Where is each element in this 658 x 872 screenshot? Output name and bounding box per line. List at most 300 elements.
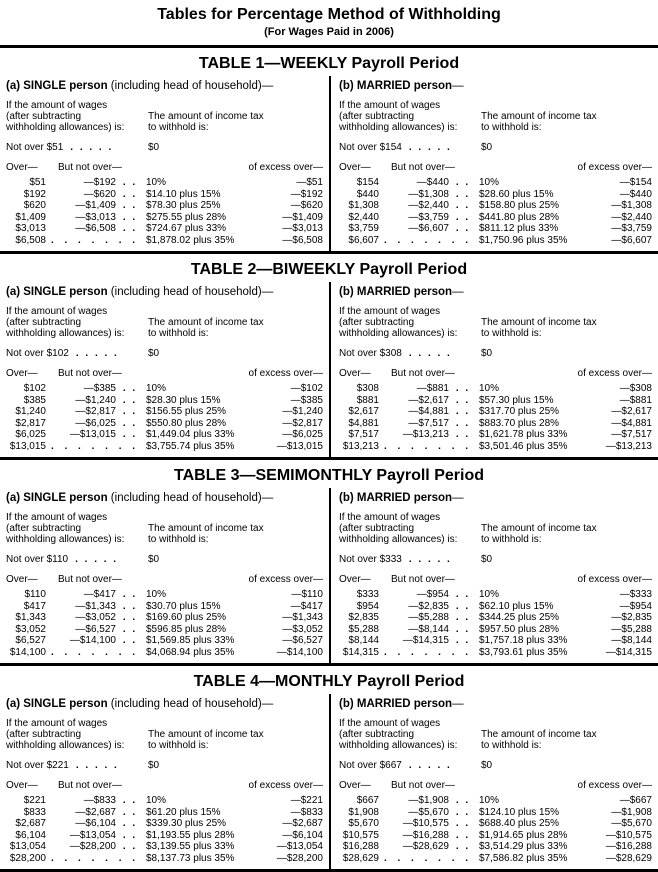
zero-value: $0	[481, 142, 493, 153]
panel-heading-rest: (including head of household)—	[107, 286, 274, 298]
tax-cell: $811.12 plus 33%	[479, 223, 559, 234]
wages-label-line1: If the amount of wages	[6, 718, 108, 729]
bracket-row	[339, 395, 652, 407]
wages-label-line2: (after subtracting	[6, 111, 82, 122]
tax-label-line2: to withhold is:	[148, 122, 209, 133]
tax-label-line1: The amount of income tax	[148, 317, 264, 328]
bracket-row	[339, 418, 652, 430]
excess-over-cell: —$881	[619, 394, 652, 406]
bracket-row	[6, 635, 323, 647]
excess-over-cell: —$192	[290, 188, 323, 200]
but-not-over-cell: —$954	[416, 589, 449, 600]
tax-cell: $3,514.29 plus 33%	[479, 841, 568, 852]
bracket-row	[6, 395, 323, 407]
panel-heading	[339, 286, 652, 299]
dot-leader: . .	[122, 795, 138, 806]
zero-value: $0	[148, 348, 160, 359]
excess-over-cell: —$14,100	[276, 646, 323, 658]
page-title: Tables for Percentage Method of Withholding	[157, 6, 501, 23]
but-not-over-cell: —$7,517	[408, 417, 449, 429]
over-cell: $154	[356, 177, 379, 188]
tax-cell: $28.30 plus 15%	[146, 394, 221, 406]
column-headers	[6, 780, 323, 791]
tax-label-line1: The amount of income tax	[148, 523, 264, 534]
not-over-label-group	[6, 554, 148, 565]
tax-cell: $7,586.82 plus 35%	[479, 852, 568, 864]
dot-leader: . .	[122, 806, 138, 818]
zero-value: $0	[148, 554, 160, 565]
over-cell: $7,517	[348, 429, 379, 440]
dot-leader: . .	[455, 406, 471, 417]
excess-over-cell: —$13,054	[276, 841, 323, 852]
over-cell: $4,881	[348, 417, 379, 429]
but-not-over-header: But not over—	[58, 780, 122, 791]
excess-over-cell: —$221	[290, 795, 323, 806]
but-not-over-header: But not over—	[58, 368, 122, 379]
bracket-row	[6, 841, 323, 853]
single-panel	[0, 76, 329, 251]
excess-over-cell: —$6,527	[282, 635, 323, 646]
married-panel	[331, 282, 658, 457]
bracket-row	[6, 795, 323, 807]
excess-over-cell: —$28,200	[276, 852, 323, 864]
over-cell: $1,908	[348, 806, 379, 818]
tax-cell: $78.30 plus 25%	[146, 200, 221, 211]
panel-subheadings	[339, 512, 652, 545]
dot-leader: . .	[122, 589, 138, 600]
over-cell: $51	[29, 177, 46, 188]
dot-leader: . .	[455, 394, 471, 406]
of-excess-over-header: of excess over—	[248, 162, 323, 173]
page-subtitle: (For Wages Paid in 2006)	[264, 26, 394, 38]
but-not-over-header: But not over—	[391, 162, 455, 173]
over-cell: $8,144	[348, 635, 379, 646]
dot-leader: . . . . . . .	[383, 440, 473, 452]
excess-over-cell: —$1,908	[611, 806, 652, 818]
but-not-over-cell: —$1,908	[408, 795, 449, 806]
wages-label-line1: If the amount of wages	[339, 306, 441, 317]
dot-leader: . . . . . . .	[383, 852, 473, 864]
excess-over-cell: —$2,440	[611, 211, 652, 223]
wages-label-line3: withholding allowances) is:	[339, 328, 458, 339]
of-excess-over-header: of excess over—	[248, 780, 323, 791]
tax-cell: $158.80 plus 25%	[479, 200, 560, 211]
of-excess-over-header: of excess over—	[248, 574, 323, 585]
tax-cell: $30.70 plus 15%	[146, 600, 221, 612]
tax-cell: $156.55 plus 25%	[146, 406, 227, 417]
tax-label-line1: The amount of income tax	[148, 111, 264, 122]
bracket-row	[6, 807, 323, 819]
dot-leader: . .	[455, 188, 471, 200]
bracket-rows	[339, 177, 652, 246]
but-not-over-cell: —$13,054	[69, 829, 116, 841]
panel-heading-bold: (a) SINGLE person	[6, 286, 108, 298]
excess-over-cell: —$333	[619, 589, 652, 600]
bracket-row	[6, 212, 323, 224]
bracket-rows	[339, 383, 652, 452]
excess-over-cell: —$14,315	[605, 646, 652, 658]
excess-over-cell: —$954	[619, 600, 652, 612]
tax-cell: $57.30 plus 15%	[479, 394, 554, 406]
bracket-row	[6, 223, 323, 235]
bracket-row	[6, 406, 323, 418]
dot-leader: . .	[122, 829, 138, 841]
dot-leader: . .	[455, 211, 471, 223]
over-header: Over—	[6, 162, 38, 173]
column-headers	[339, 574, 652, 585]
excess-over-cell: —$8,144	[611, 635, 652, 646]
over-cell: $110	[24, 589, 46, 600]
over-cell: $417	[23, 600, 46, 612]
dot-leader: . .	[122, 841, 138, 852]
over-cell: $14,315	[342, 646, 379, 658]
tax-cell: $339.30 plus 25%	[146, 818, 227, 829]
tax-label	[481, 729, 652, 751]
dot-leader: . . . . . . .	[50, 234, 140, 246]
panel-heading	[339, 492, 652, 505]
wages-label	[6, 306, 148, 339]
but-not-over-cell: —$3,013	[75, 211, 116, 223]
over-header: Over—	[6, 574, 38, 585]
panel-heading-rest: —	[452, 492, 464, 504]
tax-cell: $1,621.78 plus 33%	[479, 429, 568, 440]
tax-cell: $62.10 plus 15%	[479, 600, 554, 612]
panel-heading	[6, 80, 323, 93]
tax-label	[481, 317, 652, 339]
bracket-row	[339, 189, 652, 201]
tax-cell: $124.10 plus 15%	[479, 806, 560, 818]
bracket-row	[339, 841, 652, 853]
panel-subheadings	[339, 306, 652, 339]
bracket-row	[339, 830, 652, 842]
tax-cell: $1,193.55 plus 28%	[146, 829, 235, 841]
tax-cell: $1,449.04 plus 33%	[146, 429, 235, 440]
over-cell: $102	[23, 383, 46, 394]
married-panel	[331, 694, 658, 869]
but-not-over-cell: —$2,817	[75, 406, 116, 417]
wages-label-line3: withholding allowances) is:	[339, 740, 458, 751]
wages-label	[339, 100, 481, 133]
tax-label-line2: to withhold is:	[148, 740, 209, 751]
dot-leader: . . . . .	[408, 348, 452, 359]
panel-heading-bold: (a) SINGLE person	[6, 80, 108, 92]
panel-heading-bold: (b) MARRIED person	[339, 286, 453, 298]
panel-heading	[339, 80, 652, 93]
dot-leader: . .	[122, 600, 138, 612]
over-cell: $1,240	[15, 406, 46, 417]
but-not-over-cell: —$192	[83, 177, 116, 188]
panel-heading-rest: —	[452, 698, 464, 710]
column-headers	[6, 162, 323, 173]
tax-cell: $61.20 plus 15%	[146, 806, 221, 818]
wages-label	[6, 100, 148, 133]
wages-label-line3: withholding allowances) is:	[6, 740, 125, 751]
dot-leader: . . . . .	[408, 142, 452, 153]
tax-cell: $1,757.18 plus 33%	[479, 635, 568, 646]
bracket-row	[339, 223, 652, 235]
excess-over-cell: —$10,575	[605, 829, 652, 841]
over-cell: $833	[23, 806, 46, 818]
dot-leader: . . . . . . .	[383, 234, 473, 246]
dot-leader: . . . . .	[75, 554, 119, 565]
over-cell: $385	[23, 394, 46, 406]
excess-over-cell: —$1,240	[282, 406, 323, 417]
dot-leader: . .	[122, 406, 138, 417]
tax-label-line2: to withhold is:	[148, 328, 209, 339]
excess-over-cell: —$1,308	[611, 200, 652, 211]
dot-leader: . .	[122, 223, 138, 234]
not-over-row	[6, 554, 323, 565]
bracket-rows	[6, 383, 323, 452]
excess-over-cell: —$4,881	[611, 417, 652, 429]
but-not-over-cell: —$417	[83, 589, 116, 600]
dot-leader: . . . . .	[408, 760, 452, 771]
bracket-row	[339, 612, 652, 624]
dot-leader: . .	[122, 211, 138, 223]
bracket-rows	[6, 177, 323, 246]
tax-cell: $596.85 plus 28%	[146, 623, 227, 635]
column-headers	[6, 574, 323, 585]
wages-label-line1: If the amount of wages	[6, 306, 108, 317]
table-panels	[0, 694, 658, 872]
over-cell: $333	[356, 589, 379, 600]
table-title: TABLE 3—SEMIMONTHLY Payroll Period	[174, 467, 484, 484]
wages-label-line2: (after subtracting	[339, 317, 415, 328]
tax-cell: $4,068.94 plus 35%	[146, 646, 235, 658]
bracket-row	[6, 383, 323, 395]
but-not-over-header: But not over—	[58, 574, 122, 585]
wages-label-line3: withholding allowances) is:	[339, 122, 458, 133]
excess-over-cell: —$440	[619, 188, 652, 200]
dot-leader: . . . . . . .	[383, 646, 473, 658]
but-not-over-cell: —$14,100	[69, 635, 116, 646]
but-not-over-cell: —$620	[83, 188, 116, 200]
bracket-row	[6, 612, 323, 624]
tax-cell: $1,750.96 plus 35%	[479, 234, 568, 246]
tax-label	[148, 111, 323, 133]
payroll-table-section	[0, 467, 658, 666]
excess-over-cell: —$154	[619, 177, 652, 188]
single-panel	[0, 694, 329, 869]
panel-heading-rest: (including head of household)—	[107, 698, 274, 710]
panel-subheadings	[339, 100, 652, 133]
over-cell: $5,670	[348, 818, 379, 829]
tables-container	[0, 55, 658, 872]
over-cell: $6,104	[15, 829, 46, 841]
tax-label-line1: The amount of income tax	[481, 317, 597, 328]
excess-over-cell: —$7,517	[611, 429, 652, 440]
excess-over-cell: —$6,508	[282, 234, 323, 246]
tax-cell: $169.60 plus 25%	[146, 612, 227, 623]
but-not-over-cell: —$6,607	[408, 223, 449, 234]
panel-heading-rest: (including head of household)—	[107, 80, 274, 92]
but-not-over-cell: —$2,687	[75, 806, 116, 818]
excess-over-cell: —$102	[290, 383, 323, 394]
bracket-row	[6, 818, 323, 830]
bracket-rows	[6, 795, 323, 864]
dot-leader: . .	[122, 200, 138, 211]
tax-label	[481, 111, 652, 133]
but-not-over-cell: —$3,759	[408, 211, 449, 223]
panel-heading-rest: (including head of household)—	[107, 492, 274, 504]
over-cell: $2,617	[348, 406, 379, 417]
dot-leader: . .	[455, 623, 471, 635]
bracket-row	[339, 589, 652, 601]
over-cell: $2,835	[348, 612, 379, 623]
dot-leader: . .	[455, 200, 471, 211]
not-over-label: Not over $102	[6, 348, 69, 359]
dot-leader: . . . . .	[70, 142, 114, 153]
excess-over-cell: —$6,104	[282, 829, 323, 841]
wages-label-line3: withholding allowances) is:	[339, 534, 458, 545]
panel-subheadings	[6, 306, 323, 339]
bracket-rows	[339, 589, 652, 658]
bracket-row	[6, 418, 323, 430]
wages-label-line2: (after subtracting	[339, 729, 415, 740]
excess-over-cell: —$13,015	[276, 440, 323, 452]
but-not-over-cell: —$4,881	[408, 406, 449, 417]
dot-leader: . .	[455, 841, 471, 852]
not-over-row	[339, 348, 652, 359]
excess-over-cell: —$308	[619, 383, 652, 394]
over-cell: $620	[23, 200, 46, 211]
bracket-row	[6, 830, 323, 842]
wages-label-line2: (after subtracting	[6, 317, 82, 328]
tax-cell: $3,501.46 plus 35%	[479, 440, 568, 452]
but-not-over-header: But not over—	[58, 162, 122, 173]
but-not-over-cell: —$2,617	[408, 394, 449, 406]
dot-leader: . . . . . . .	[50, 852, 140, 864]
over-header: Over—	[339, 162, 371, 173]
but-not-over-cell: —$6,104	[75, 818, 116, 829]
bracket-row	[6, 624, 323, 636]
wages-label-line3: withholding allowances) is:	[6, 534, 125, 545]
excess-over-cell: —$3,052	[282, 623, 323, 635]
excess-over-cell: —$110	[291, 589, 323, 600]
column-headers	[339, 368, 652, 379]
dot-leader: . .	[122, 417, 138, 429]
bracket-row	[339, 624, 652, 636]
wages-label	[339, 512, 481, 545]
tax-label-line2: to withhold is:	[481, 328, 542, 339]
wages-label-line3: withholding allowances) is:	[6, 328, 125, 339]
tax-label	[481, 523, 652, 545]
over-header: Over—	[339, 368, 371, 379]
bracket-row	[339, 647, 652, 659]
column-headers	[339, 162, 652, 173]
but-not-over-cell: —$5,288	[408, 612, 449, 623]
tax-cell: $14.10 plus 15%	[146, 188, 221, 200]
zero-value: $0	[148, 760, 160, 771]
tax-cell: $275.55 plus 28%	[146, 211, 227, 223]
bracket-row	[339, 635, 652, 647]
tax-label-line2: to withhold is:	[481, 534, 542, 545]
but-not-over-cell: —$3,052	[75, 612, 116, 623]
tax-cell: $1,914.65 plus 28%	[479, 829, 568, 841]
table-title: TABLE 4—MONTHLY Payroll Period	[193, 673, 465, 690]
but-not-over-cell: —$2,835	[408, 600, 449, 612]
tax-cell: $28.60 plus 15%	[479, 188, 554, 200]
column-headers	[6, 368, 323, 379]
dot-leader: . .	[455, 223, 471, 234]
not-over-label-group	[6, 142, 148, 153]
excess-over-cell: —$417	[290, 600, 323, 612]
tax-cell: 10%	[479, 795, 500, 806]
excess-over-cell: —$2,687	[282, 818, 323, 829]
bracket-rows	[339, 795, 652, 864]
of-excess-over-header: of excess over—	[577, 780, 652, 791]
over-cell: $16,288	[342, 841, 379, 852]
wages-label-line2: (after subtracting	[339, 111, 415, 122]
bracket-row	[6, 177, 323, 189]
dot-leader: . .	[455, 829, 471, 841]
panel-heading-bold: (b) MARRIED person	[339, 492, 453, 504]
bracket-row	[6, 647, 323, 659]
tax-cell: 10%	[479, 383, 500, 394]
over-cell: $308	[356, 383, 379, 394]
not-over-row	[339, 760, 652, 771]
over-header: Over—	[339, 574, 371, 585]
excess-over-cell: —$2,617	[611, 406, 652, 417]
but-not-over-cell: —$28,629	[402, 841, 449, 852]
wages-label	[6, 512, 148, 545]
dot-leader: . .	[455, 635, 471, 646]
panel-heading	[6, 698, 323, 711]
tax-cell: 10%	[146, 383, 167, 394]
tax-cell: $688.40 plus 25%	[479, 818, 560, 829]
column-headers	[339, 780, 652, 791]
over-cell: $2,440	[348, 211, 379, 223]
dot-leader: . .	[122, 429, 138, 440]
wages-label-line2: (after subtracting	[6, 523, 82, 534]
bracket-row	[339, 818, 652, 830]
not-over-label-group	[339, 760, 481, 771]
excess-over-cell: —$620	[290, 200, 323, 211]
tax-cell: 10%	[479, 589, 500, 600]
tax-label	[148, 729, 323, 751]
tax-cell: $8,137.73 plus 35%	[146, 852, 235, 864]
excess-over-cell: —$51	[296, 177, 323, 188]
zero-value: $0	[481, 760, 493, 771]
bracket-rows	[6, 589, 323, 658]
dot-leader: . . . . .	[75, 760, 119, 771]
tax-label-line1: The amount of income tax	[148, 729, 264, 740]
but-not-over-cell: —$8,144	[408, 623, 449, 635]
but-not-over-header: But not over—	[391, 368, 455, 379]
not-over-label: Not over $667	[339, 760, 402, 771]
bracket-row	[6, 853, 323, 865]
over-cell: $13,213	[342, 440, 379, 452]
payroll-table-section	[0, 261, 658, 460]
not-over-row	[6, 348, 323, 359]
not-over-label: Not over $51	[6, 142, 64, 153]
dot-leader: . . . . . . .	[50, 646, 140, 658]
over-header: Over—	[6, 368, 38, 379]
over-cell: $10,575	[342, 829, 379, 841]
dot-leader: . .	[455, 612, 471, 623]
table-panels	[0, 282, 658, 460]
zero-value: $0	[481, 554, 493, 565]
panel-subheadings	[6, 718, 323, 751]
over-cell: $440	[356, 188, 379, 200]
tax-cell: 10%	[146, 177, 167, 188]
wages-label-line1: If the amount of wages	[339, 512, 441, 523]
tax-label-line2: to withhold is:	[481, 740, 542, 751]
tax-label-line2: to withhold is:	[481, 122, 542, 133]
bracket-row	[6, 441, 323, 453]
over-cell: $1,343	[15, 612, 46, 623]
over-cell: $1,409	[15, 211, 46, 223]
